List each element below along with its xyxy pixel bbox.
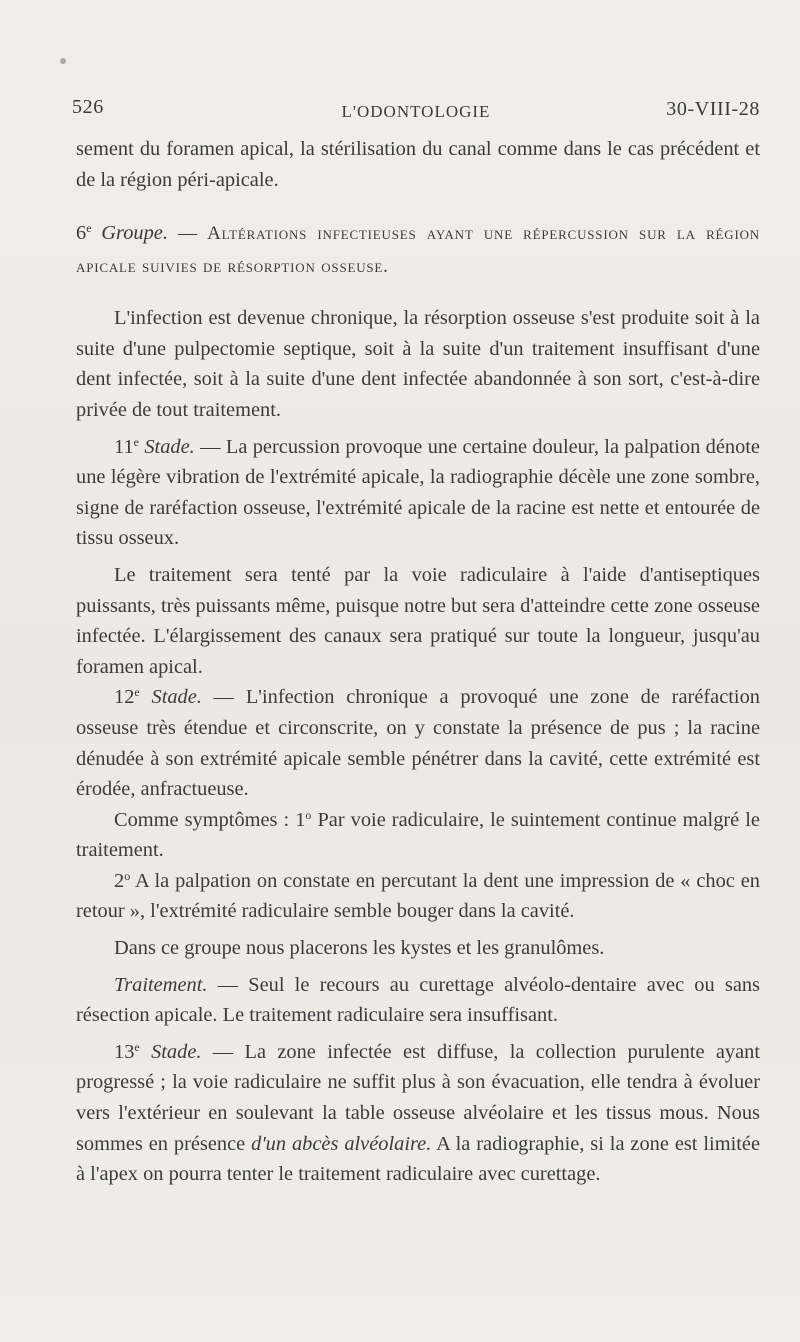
paragraph-kystes: Dans ce groupe nous placerons les kystes et les granulômes.	[114, 937, 605, 960]
stade-13	[76, 1037, 760, 1190]
paragraph-traitement	[76, 970, 760, 1031]
stade-12-number: 12	[114, 686, 135, 709]
palpation-sup: o	[124, 868, 131, 883]
traitement-label: Traitement.	[114, 973, 208, 996]
stade-13-italic: d'un abcès alvéolaire.	[251, 1132, 432, 1155]
stade-13-number: 13	[114, 1040, 135, 1063]
group-number-sup: e	[86, 221, 92, 236]
stade-13-text-b: A la radiographie, si la zone est limitée à l'apex on pourra tenter le traitement radiculaire avec curettage.	[76, 1132, 760, 1186]
page-body	[76, 134, 760, 1190]
issue-date: 30-VIII-28	[666, 98, 760, 120]
paragraph-palpation	[76, 866, 760, 927]
palpation-text: A la palpation on constate en percutant la dent une impression de « choc en retour », l'extrémité radiculaire semble bouger dans la cavité.	[76, 869, 760, 923]
group-label: Groupe.	[101, 222, 168, 245]
stade-11-number: 11	[114, 435, 134, 458]
stade-13-label: Stade.	[151, 1040, 202, 1063]
symptomes-text: Par voie radiculaire, le suintement continue malgré le traitement.	[76, 808, 760, 862]
stade-12	[76, 682, 760, 804]
symptomes-sup: o	[305, 807, 312, 822]
group-title: — Altérations infectieuses ayant une répercussion sur la région apicale suivies de résorption osseuse.	[76, 223, 760, 278]
paragraph-infection: L'infection est devenue chronique, la résorption osseuse s'est produite soit à la suite d'une pulpectomie septique, soit à la suite d'un traitement insuffisant d'une dent infectée, soit à la suite d'une dent infectée abandonnée à son sort, c'est-à-dire privée de tout traitement.	[76, 307, 760, 421]
symptomes-lead: Comme symptômes : 1	[114, 808, 306, 831]
paragraph-continuation: sement du foramen apical, la stérilisation du canal comme dans le cas précédent et de la région péri-apicale.	[76, 138, 760, 191]
stade-13-sup: e	[134, 1039, 140, 1054]
stade-11	[76, 432, 760, 554]
stade-11-label: Stade.	[144, 435, 195, 458]
stade-12-text: — L'infection chronique a provoqué une zone de raréfaction osseuse très étendue et circonscrite, on y constate la présence de pus ; la racine dénudée à son extrémité apicale semble pénétrer dans la cavité, cette extrémité est érodée, anfractueuse.	[76, 686, 760, 801]
stade-11-text: — La percussion provoque une certaine douleur, la palpation dénote une légère vibration de l'extrémité apicale, la radiographie décèle une zone sombre, signe de raréfaction osseuse, l'extrémité apicale de la racine est nette et entourée de tissu osseux.	[76, 435, 760, 550]
page-header	[72, 96, 760, 126]
stade-12-label: Stade.	[151, 686, 202, 709]
page-number: 526	[72, 96, 104, 118]
paragraph-symptomes	[76, 805, 760, 866]
running-title: L'ODONTOLOGIE	[341, 102, 491, 121]
stade-13-text-a: — La zone infectée est diffuse, la collection purulente ayant progressé ; la voie radiculaire ne suffit plus à son évacuation, elle tendra à évoluer vers l'extérieur en soulevant la table osseuse alvéolaire et les tissus mous. Nous sommes en présence	[76, 1040, 760, 1155]
traitement-text: — Seul le recours au curettage alvéolo-dentaire avec ou sans résection apicale. Le traitement radiculaire sera insuffisant.	[76, 973, 760, 1027]
paragraph-traitement-antiseptique: Le traitement sera tenté par la voie radiculaire à l'aide d'antiseptiques puissants, très puissants même, puisque notre but sera d'atteindre cette zone osseuse infectée. L'élargissement des canaux sera pratiqué sur toute la longueur, jusqu'au foramen apical.	[76, 563, 760, 678]
group-number: 6	[76, 222, 87, 245]
stade-11-sup: e	[133, 434, 139, 449]
page-speck	[60, 58, 66, 64]
palpation-number: 2	[114, 869, 125, 892]
stade-12-sup: e	[134, 685, 140, 700]
group-6-heading	[76, 217, 760, 283]
